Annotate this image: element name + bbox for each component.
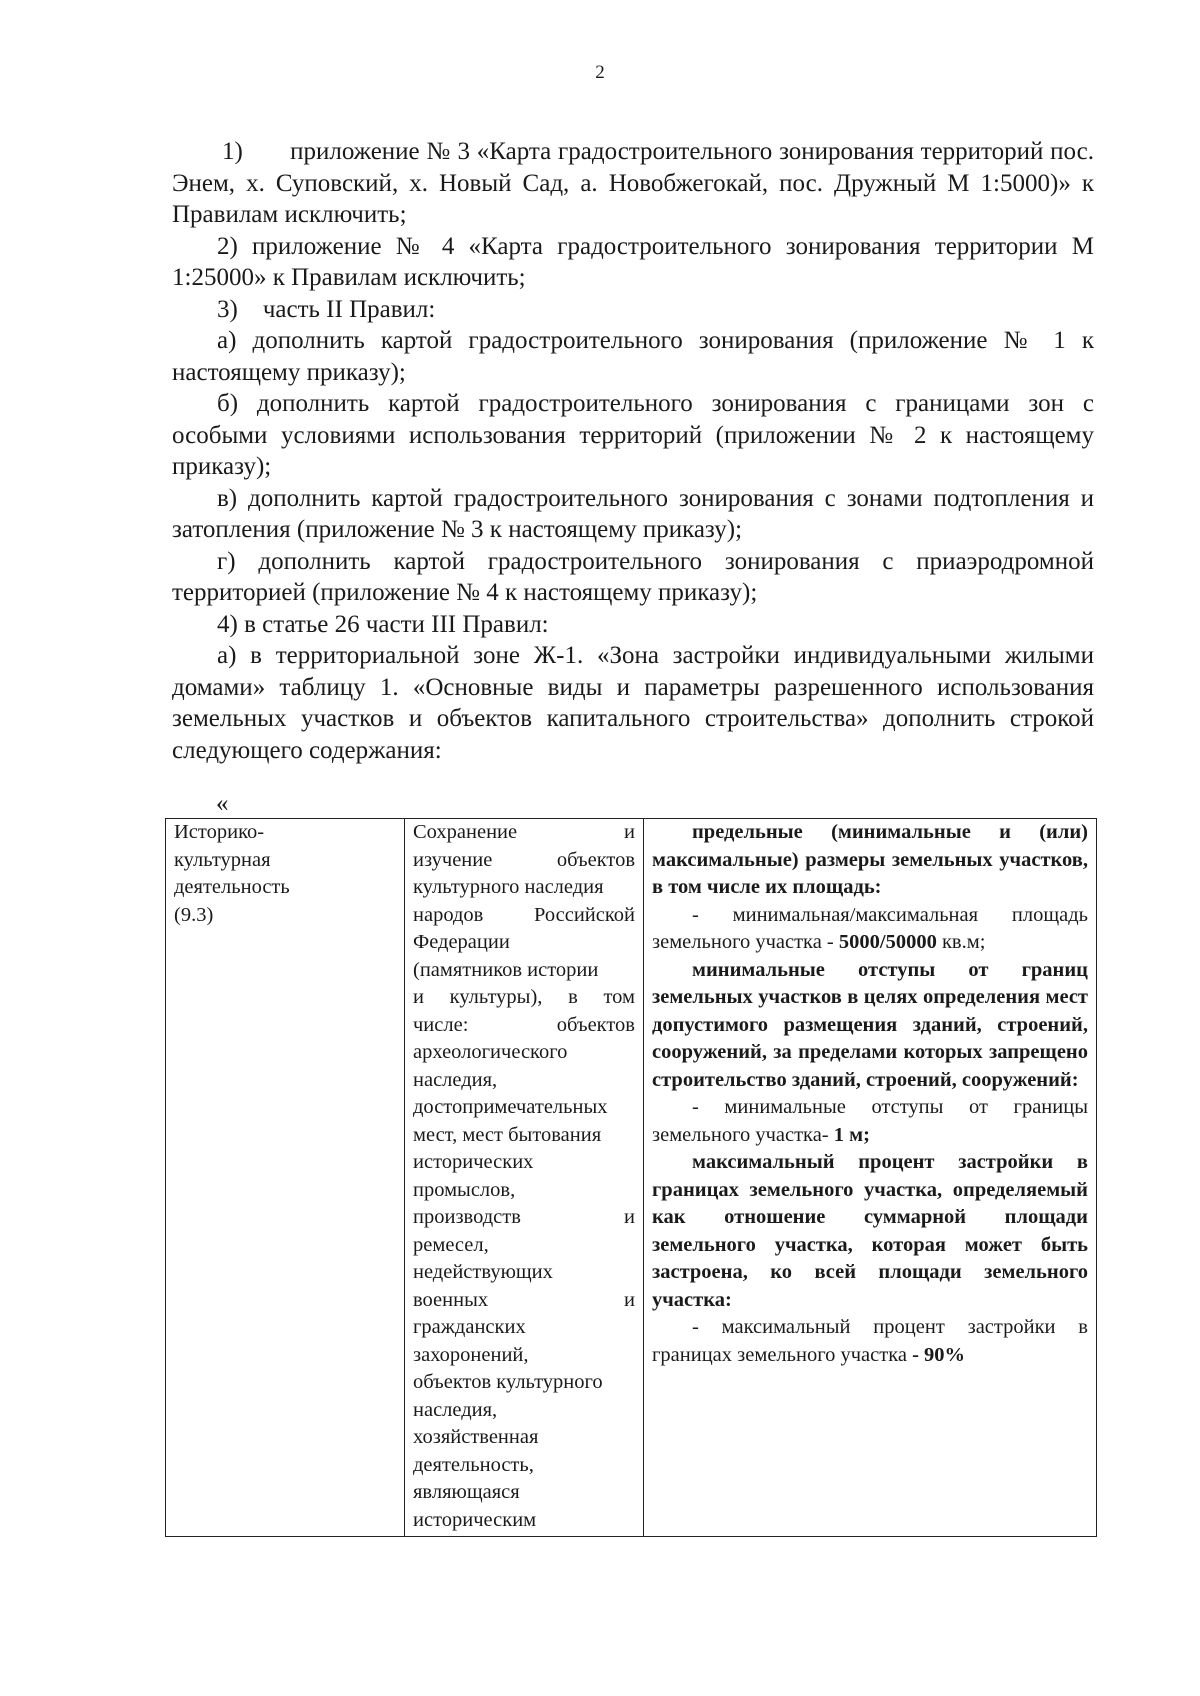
param-setback bbox=[652, 1094, 1088, 1149]
use-type-line: культурная bbox=[174, 848, 271, 871]
description-line: и культуры), в том bbox=[413, 986, 635, 1008]
description-line: Федерации bbox=[413, 931, 510, 953]
opening-quote: « bbox=[216, 790, 229, 817]
description-line: культурного наследия bbox=[413, 876, 604, 898]
param-coverage-text: - максимальный процент застройки в границах земельного участка bbox=[652, 1316, 1088, 1366]
description-line: военных и bbox=[413, 1288, 635, 1311]
description-line: наследия, bbox=[413, 1398, 498, 1421]
description-line: промыслов, bbox=[413, 1178, 516, 1201]
paragraph-item-2: 2) приложение № 4 «Карта градостроительного зонирования территории М 1:25000» к Правилам исключить; bbox=[172, 232, 1094, 291]
description-line: наследия, bbox=[413, 1068, 498, 1091]
table-row bbox=[166, 819, 1097, 1537]
description-line: числе: объектов bbox=[413, 1013, 635, 1036]
paragraph-item-1: 1) приложение № 3 «Карта градостроительного зонирования территорий пос. Энем, х. Суповский, х. Новый Сад, а. Новобжегокай, пос. Дружный М 1:5000)» к Правилам исключить; bbox=[172, 138, 1094, 228]
description-line: захоронений, bbox=[413, 1343, 529, 1366]
description-line: недействующих bbox=[413, 1261, 553, 1283]
description-line: объектов культурного bbox=[413, 1371, 603, 1393]
paragraph-item-3: 3) часть II Правил: bbox=[217, 295, 436, 323]
description-line: изучение объектов bbox=[413, 848, 635, 871]
param-setback-value: 1 м; bbox=[833, 1123, 870, 1146]
paragraph-item-4a: а) в территориальной зоне Ж-1. «Зона застройки индивидуальными жилыми домами» таблицу 1. «Основные виды и параметры разрешенного использования земельных участков и объектов капитального строительства» дополнить строкой следующего содержания: bbox=[172, 642, 1094, 764]
use-type-line: деятельность bbox=[174, 876, 290, 898]
body-text bbox=[172, 136, 1094, 766]
land-use-table bbox=[165, 818, 1097, 1537]
param-plot-area-unit: кв.м; bbox=[936, 931, 986, 953]
description-line: Сохранение и bbox=[413, 821, 635, 843]
paragraph-item-4: 4) в статье 26 части III Правил: bbox=[217, 610, 549, 638]
description-line: являющаяся bbox=[413, 1481, 520, 1503]
param-plot-area-value: 5000/50000 bbox=[838, 931, 937, 953]
description-line: мест, мест бытования bbox=[413, 1123, 602, 1146]
param-plot-area-text: - минимальная/максимальная площадь земельного участка - bbox=[652, 903, 1088, 953]
param-heading-coverage: максимальный процент застройки в границах земельного участка, определяемый как отношение суммарной площади земельного участка, которая может быть застроена, ко всей площади земельного участка: bbox=[652, 1151, 1088, 1311]
use-type-line: Историко- bbox=[174, 821, 265, 843]
description-line: производств и bbox=[413, 1206, 635, 1228]
use-type-code: (9.3) bbox=[174, 903, 214, 926]
description-line: археологического bbox=[413, 1041, 568, 1063]
description-line: ремесел, bbox=[413, 1233, 489, 1256]
paragraph-item-3b: б) дополнить картой градостроительного зонирования с границами зон с особыми условиями использования территорий (приложении № 2 к настоящему приказу); bbox=[172, 390, 1094, 480]
description-line: хозяйственная bbox=[413, 1426, 539, 1448]
paragraph-item-3c: в) дополнить картой градостроительного зонирования с зонами подтопления и затопления (приложение № 3 к настоящему приказу); bbox=[172, 484, 1094, 543]
description-line: историческим bbox=[413, 1508, 537, 1531]
description-line: достопримечательных bbox=[413, 1096, 608, 1118]
param-heading-plot-size: предельные (минимальные и (или) максимальные) размеры земельных участков, в том числе их площадь: bbox=[652, 821, 1088, 898]
description-line: народов Российской bbox=[413, 903, 635, 926]
param-coverage bbox=[652, 1314, 1088, 1369]
use-description-cell bbox=[405, 819, 644, 1537]
page-number: 2 bbox=[595, 62, 605, 83]
paragraph-item-3d: г) дополнить картой градостроительного зонирования с приаэродромной территорией (приложение № 4 к настоящему приказу); bbox=[172, 547, 1094, 606]
param-setback-text: - минимальные отступы от границы земельного участка- bbox=[652, 1096, 1088, 1146]
param-heading-setbacks: минимальные отступы от границ земельных участков в целях определения мест допустимого размещения зданий, строений, сооружений, за пределами которых запрещено строительство зданий, строений, сооружений: bbox=[652, 958, 1088, 1091]
param-plot-area bbox=[652, 902, 1088, 957]
use-type-cell bbox=[166, 819, 405, 1537]
description-line: (памятников истории bbox=[413, 958, 599, 981]
paragraph-item-3a: а) дополнить картой градостроительного зонирования (приложение № 1 к настоящему приказу); bbox=[172, 327, 1094, 386]
param-coverage-value: - 90% bbox=[912, 1343, 966, 1366]
parameters-cell bbox=[644, 819, 1097, 1537]
description-line: деятельность, bbox=[413, 1453, 534, 1476]
description-line: гражданских bbox=[413, 1316, 526, 1338]
description-line: исторических bbox=[413, 1151, 534, 1173]
